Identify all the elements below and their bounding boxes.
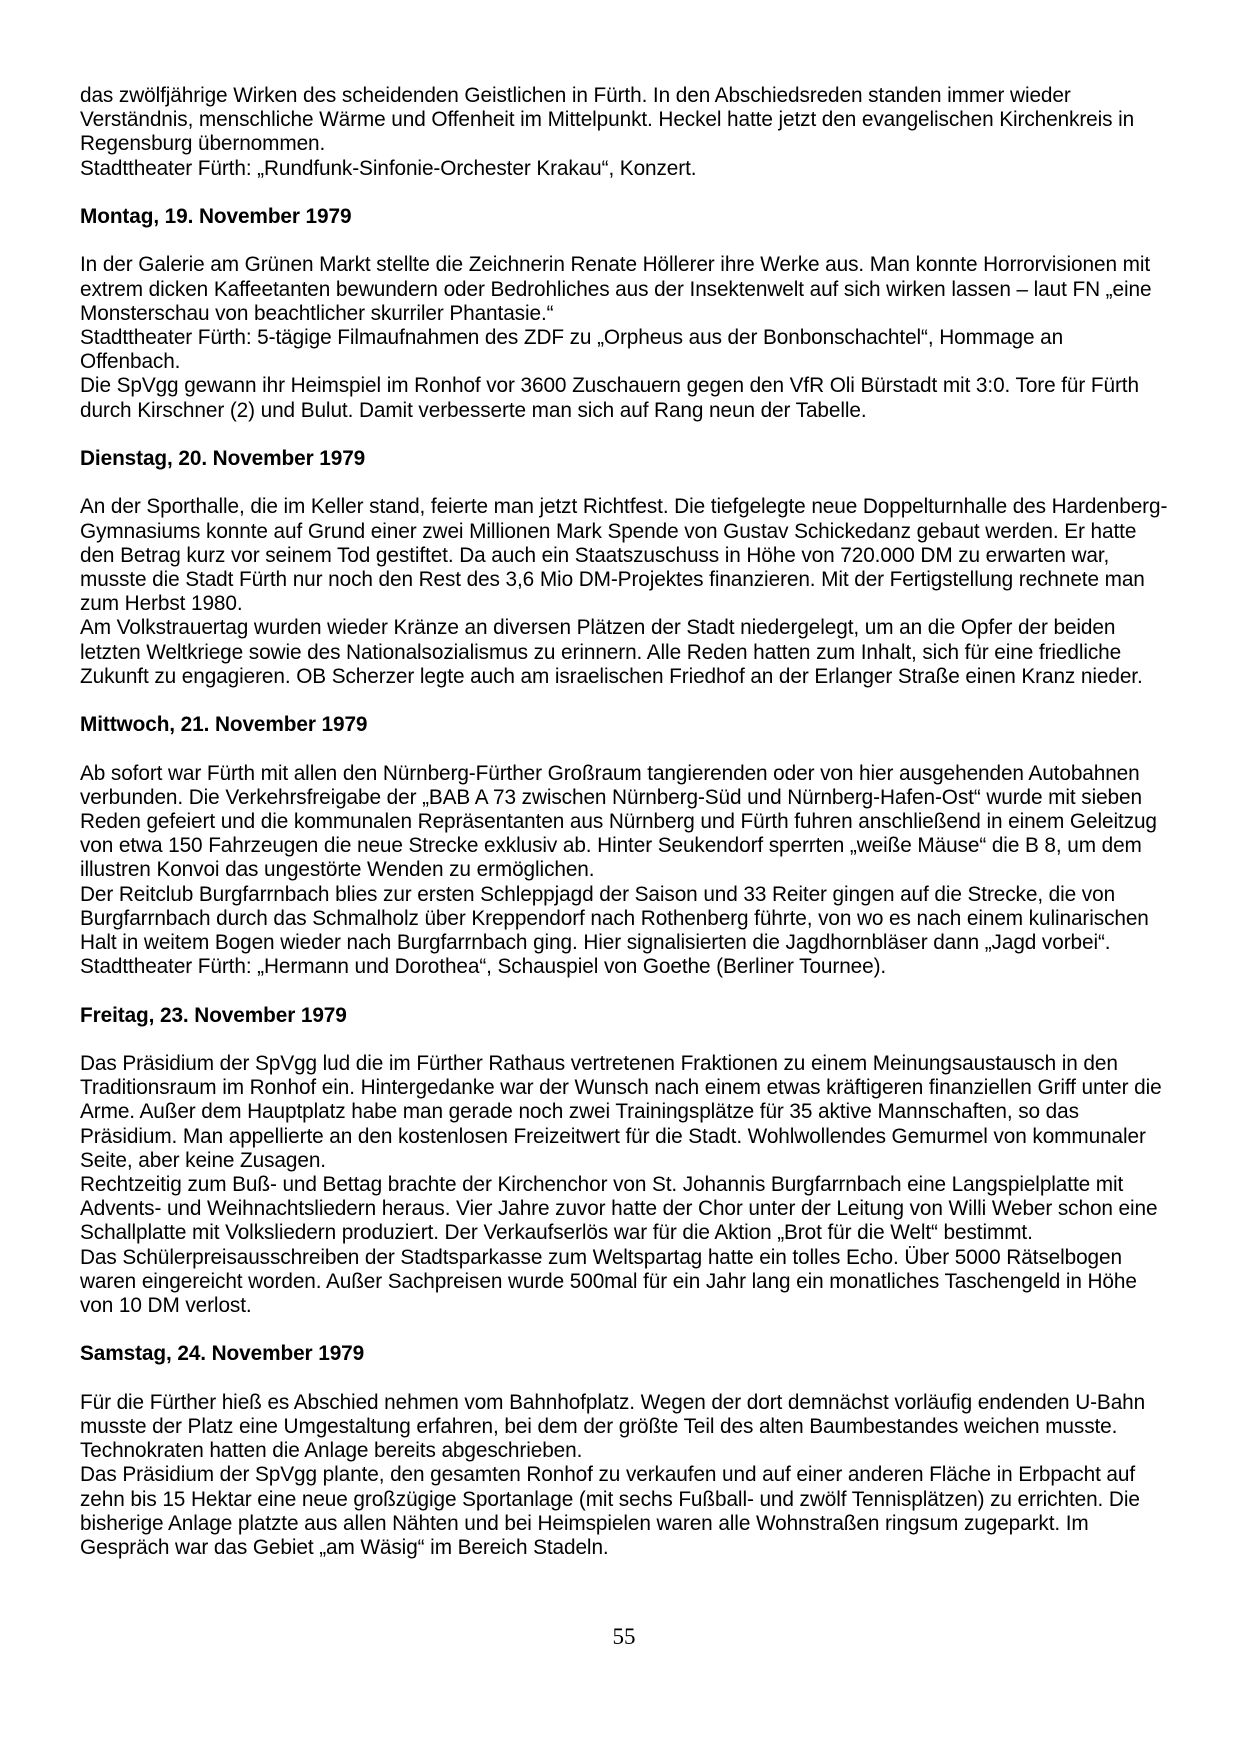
paragraph: Am Volkstrauertag wurden wieder Kränze an diversen Plätzen der Stadt niedergelegt, um an die Opfer der beiden letzten Weltkriege sowie des Nationalsozialismus zu erinnern. Alle Reden hatten zum Inhalt, sich für eine friedliche Zukunft zu engagieren. OB Scherzer legte auch am israelischen Friedhof an der Erlanger Straße einen Kranz nieder. bbox=[80, 616, 1143, 688]
paragraph: Das Präsidium der SpVgg lud die im Fürther Rathaus vertretenen Fraktionen zu einem Meinungsaustausch in den Traditionsraum im Ronhof ein. Hintergedanke war der Wunsch nach einem etwas kräftigeren finanziellen Griff unter die Arme. Außer dem Hauptplatz habe man gerade noch zwei Trainingsplätze für 35 aktive Mannschaften, so das Präsidium. Man appellierte an den kostenlosen Freizeitwert für die Stadt. Wohlwollendes Gemurmel von kommunaler Seite, aber keine Zusagen. bbox=[80, 1052, 1162, 1172]
section-heading-freitag: Freitag, 23. November 1979 bbox=[80, 1003, 347, 1027]
paragraph: An der Sporthalle, die im Keller stand, feierte man jetzt Richtfest. Die tiefgelegte neue Doppelturnhalle des Hardenberg-Gymnasiums konnte auf Grund einer zwei Millionen Mark Spende von Gustav Schickedanz gebaut werden. Er hatte den Betrag kurz vor seinem Tod gestiftet. Da auch ein Staatszuschuss in Höhe von 720.000 DM zu erwarten war, musste die Stadt Fürth nur noch den Rest des 3,6 Mio DM-Projektes finanzieren. Mit der Fertigstellung rechnete man zum Herbst 1980. bbox=[80, 495, 1168, 616]
section-heading-montag: Montag, 19. November 1979 bbox=[80, 205, 352, 228]
paragraph: Stadttheater Fürth: „Hermann und Dorothea“, Schauspiel von Goethe (Berliner Tournee). bbox=[80, 955, 887, 979]
intro-paragraph: das zwölfjährige Wirken des scheidenden Geistlichen in Fürth. In den Abschiedsreden standen immer wieder Verständnis, menschliche Wärme und Offenheit im Mittelpunkt. Heckel hatte jetzt den evangelischen Kirchenkreis in Regensburg übernommen. bbox=[80, 84, 1135, 156]
paragraph: In der Galerie am Grünen Markt stellte die Zeichnerin Renate Höllerer ihre Werke aus. Man konnte Horrorvisionen mit extrem dicken Kaffeetanten bewundern oder Bedrohliches aus der Insektenwelt auf sich wirken lassen – laut FN „eine Monsterschau von beachtlicher skurriler Phantasie.“ bbox=[80, 253, 1152, 325]
paragraph: Stadttheater Fürth: 5-tägige Filmaufnahmen des ZDF zu „Orpheus aus der Bonbonschachtel“, Hommage an Offenbach. bbox=[80, 326, 1064, 374]
paragraph: Das Schülerpreisausschreiben der Stadtsparkasse zum Weltspartag hatte ein tolles Echo. Über 5000 Rätselbogen waren eingereicht worden. Außer Sachpreisen wurde 500mal für ein Jahr lang ein monatliches Taschengeld in Höhe von 10 DM verlost. bbox=[80, 1245, 1137, 1318]
paragraph: Rechtzeitig zum Buß- und Bettag brachte der Kirchenchor von St. Johannis Burgfarrnbach eine Langspielplatte mit Advents- und Weihnachtsliedern heraus. Vier Jahre zuvor hatte der Chor unter der Leitung von Willi Weber schon eine Schallplatte mit Volksliedern produziert. Der Verkaufserlös war für die Aktion „Brot für die Welt“ bestimmt. bbox=[80, 1173, 1158, 1245]
paragraph: Die SpVgg gewann ihr Heimspiel im Ronhof vor 3600 Zuschauern gegen den VfR Oli Bürstadt mit 3:0. Tore für Fürth durch Kirschner (2) und Bulut. Damit verbesserte man sich auf Rang neun der Tabelle. bbox=[80, 374, 1139, 422]
section-heading-mittwoch: Mittwoch, 21. November 1979 bbox=[80, 713, 368, 737]
paragraph: Das Präsidium der SpVgg plante, den gesamten Ronhof zu verkaufen und auf einer anderen Fläche in Erbpacht auf zehn bis 15 Hektar eine neue großzügige Sportanlage (mit sechs Fußball- und zwölf Tennisplätzen) zu errichten. Die bisherige Anlage platzte aus allen Nähten und bei Heimspielen waren alle Wohnstraßen ringsum zugeparkt. Im Gespräch war das Gebiet „am Wäsig“ im Bereich Stadeln. bbox=[80, 1463, 1140, 1560]
paragraph: Ab sofort war Fürth mit allen den Nürnberg-Fürther Großraum tangierenden oder von hier ausgehenden Autobahnen verbunden. Die Verkehrsfreigabe der „BAB A 73 zwischen Nürnberg-Süd und Nürnberg-Hafen-Ost“ wurde mit sieben Reden gefeiert und die kommunalen Repräsentanten aus Nürnberg und Fürth fuhren anschließend in einem Geleitzug von etwa 150 Fahrzeugen die neue Strecke exklusiv ab. Hinter Seukendorf sperrten „weiße Mäuse“ die B 8, um dem illustren Konvoi das ungestörte Wenden zu ermöglichen. bbox=[80, 761, 1157, 882]
section-heading-samstag: Samstag, 24. November 1979 bbox=[80, 1342, 365, 1366]
section-heading-dienstag: Dienstag, 20. November 1979 bbox=[80, 447, 366, 470]
paragraph: Der Reitclub Burgfarrnbach blies zur ersten Schleppjagd der Saison und 33 Reiter gingen auf die Strecke, die von Burgfarrnbach durch das Schmalholz über Kreppendorf nach Rothenberg führte, von wo es nach einem kulinarischen Halt in weitem Bogen wieder nach Burgfarrnbach ging. Hier signalisierten die Jagdhornbläser dann „Jagd vorbei“. bbox=[80, 882, 1149, 955]
page-number: 55 bbox=[612, 1624, 636, 1649]
document-content bbox=[80, 84, 1168, 1560]
intro-paragraph: Stadttheater Fürth: „Rundfunk-Sinfonie-Orchester Krakau“, Konzert. bbox=[80, 156, 697, 180]
paragraph: Für die Fürther hieß es Abschied nehmen vom Bahnhofplatz. Wegen der dort demnächst vorläufig endenden U-Bahn musste der Platz eine Umgestaltung erfahren, bei dem der größte Teil des alten Baumbestandes weichen musste. Technokraten hatten die Anlage bereits abgeschrieben. bbox=[80, 1390, 1146, 1463]
